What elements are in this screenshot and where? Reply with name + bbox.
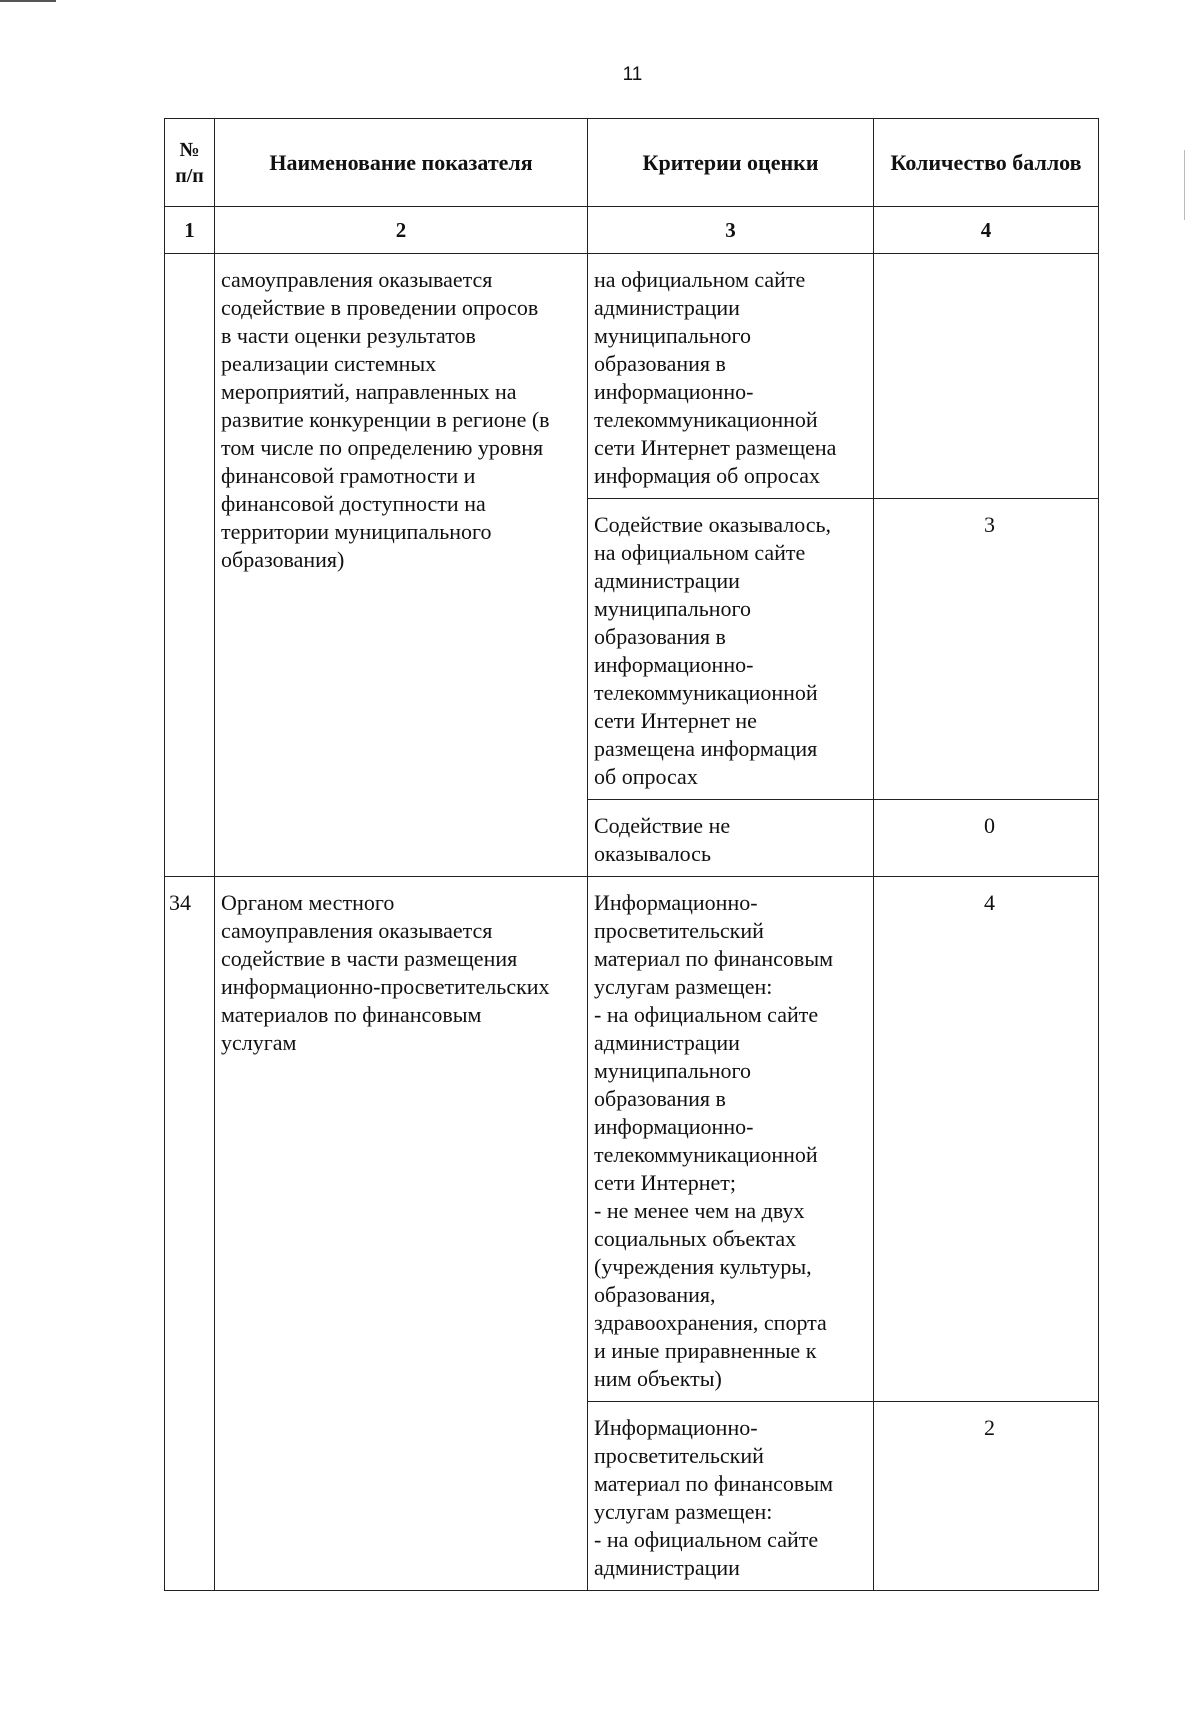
scan-margin-line — [1184, 150, 1185, 220]
criteria-table — [164, 118, 1099, 1591]
indicator-cell: самоуправления оказывается содействие в проведении опросов в части оценки результатов реализации системных мероприятий, направленных на развитие конкуренции в регионе (в том числе по определению уровня финансовой грамотности и финансовой доступности на территории муниципального образования) — [215, 254, 588, 877]
criteria-cell: Информационно- просветительский материал по финансовым услугам размещен: - на официальном сайте администрации — [588, 1402, 874, 1591]
score-cell — [874, 254, 1099, 499]
row-number-cell: 34 — [165, 877, 215, 1591]
header-criteria: Критерии оценки — [588, 119, 874, 207]
row-number-cell — [165, 254, 215, 877]
criteria-cell: Содействие не оказывалось — [588, 800, 874, 877]
header-score: Количество баллов — [874, 119, 1099, 207]
score-cell: 4 — [874, 877, 1099, 1402]
indicator-cell: Органом местного самоуправления оказывается содействие в части размещения информационно-просветительских материалов по финансовым услугам — [215, 877, 588, 1591]
column-number-row — [165, 207, 1099, 254]
score-cell: 0 — [874, 800, 1099, 877]
score-cell: 3 — [874, 499, 1099, 800]
page-number: 11 — [622, 64, 643, 85]
column-number-3: 3 — [588, 207, 874, 254]
header-number: № п/п — [165, 119, 215, 207]
criteria-cell: Информационно- просветительский материал по финансовым услугам размещен: - на официальном сайте администрации муниципального образования в информационно- телекоммуникационной сети Интернет; - не менее чем на двух социальных объектах (учреждения культуры, образования, здравоохранения, спорта и иные приравненные к ним объекты) — [588, 877, 874, 1402]
column-number-4: 4 — [874, 207, 1099, 254]
table-row — [165, 254, 1099, 499]
criteria-cell: на официальном сайте администрации муниципального образования в информационно- телекоммуникационной сети Интернет размещена информация об опросах — [588, 254, 874, 499]
scan-edge-mark — [0, 0, 56, 2]
header-indicator: Наименование показателя — [215, 119, 588, 207]
table-row — [165, 877, 1099, 1402]
criteria-cell: Содействие оказывалось, на официальном сайте администрации муниципального образования в информационно- телекоммуникационной сети Интернет не размещена информация об опросах — [588, 499, 874, 800]
column-number-2: 2 — [215, 207, 588, 254]
score-cell: 2 — [874, 1402, 1099, 1591]
column-number-1: 1 — [165, 207, 215, 254]
table-header-row — [165, 119, 1099, 207]
